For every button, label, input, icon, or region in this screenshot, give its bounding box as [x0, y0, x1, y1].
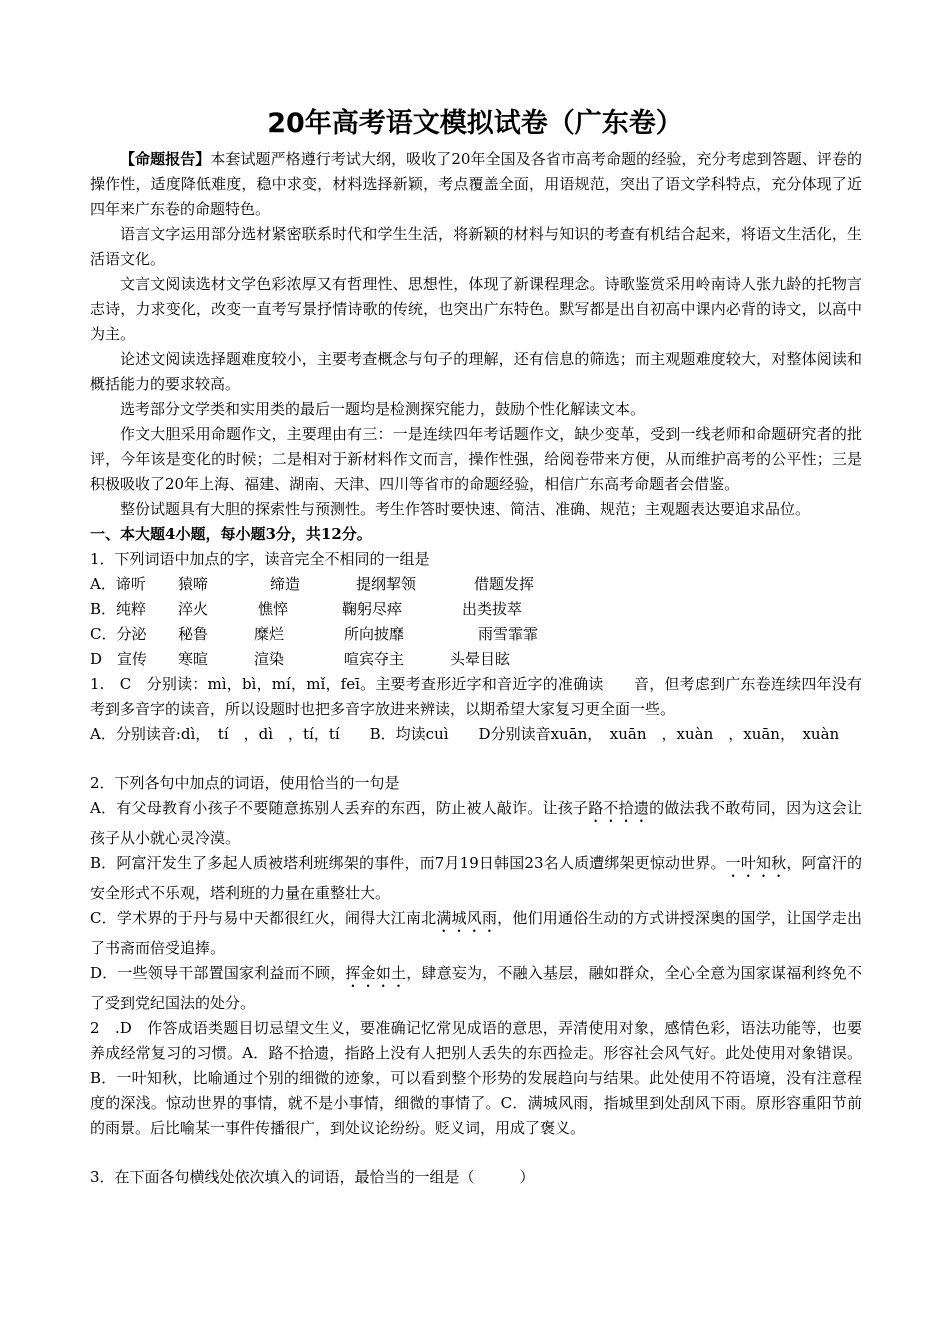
- question-1-stem: 1．下列词语中加点的字，读音完全不相同的一组是: [90, 550, 430, 568]
- question-3-stem: 3．在下面各句横线处依次填入的词语，最恰当的一组是（ ）: [90, 1168, 535, 1186]
- option-d-word-4: 喧宾夺主: [344, 650, 405, 668]
- report-paragraph-2: 语言文字运用部分选材紧密联系时代和学生生活，将新颖的材料与知识的考查有机结合起来，将语文生活化，生活语文化。: [90, 225, 862, 268]
- option-d-word-5: 头晕目眩: [450, 650, 511, 668]
- option-c-text-end: ，他们用通俗生动的方式讲授深奥的国学，让国学走出了书斋而倍受追捧。: [90, 909, 862, 957]
- question-2-option-c: [90, 906, 862, 961]
- report-text-1: 本套试题严格遵行考试大纲，吸收了20年全国及各省市高考命题的经验，充分考虑到答题、评卷的操作性，适度降低难度，稳中求变，材料选择新颖，考点覆盖全面，用语规范，突出了语文学科特点，充分体现了近四年来广东卷的命题特色。: [90, 150, 862, 218]
- option-b-text-end: ，阿富汗的安全形式不乐观，塔利班的力量在重整壮大。: [90, 854, 862, 902]
- question-2-stem: 2．下列各句中加点的词语，使用恰当的一句是: [90, 774, 400, 792]
- option-c: [90, 622, 862, 647]
- option-b-text: B．阿富汗发生了多起人质被塔利班绑架的事件，而7月19日韩国23名人质遭绑架更惊动世界。: [90, 854, 726, 872]
- option-b-word-5: 出类拔萃: [462, 600, 523, 618]
- page-title: 20年高考语文模拟试卷（广东卷）: [267, 108, 683, 139]
- option-c-idiom: 满城风雨: [436, 909, 498, 927]
- report-paragraph: [90, 147, 862, 222]
- document-body: [90, 147, 862, 1190]
- option-c-text: C．学术界的于丹与易中天都很红火，闹得大江南北: [90, 909, 437, 927]
- option-a: [90, 572, 862, 597]
- option-d-word-1: D 宣传: [90, 650, 148, 668]
- option-a-word-1: A．谛听: [90, 575, 146, 593]
- question-1-answer: 1. C 分别读：mì，bì，mí，mǐ，feī。主要考查形近字和音近字的准确读 音，但考虑到广东卷连续四年没有考到多音字的读音，所以设题时也把多音字放进来辨读，以期希望大家复习更全面一些。: [90, 675, 862, 718]
- spacer-2: [90, 1141, 862, 1165]
- option-b-word-2: 淬火: [178, 600, 209, 618]
- report-label: 【命题报告】: [120, 150, 211, 168]
- option-d-word-3: 渲染: [254, 650, 285, 668]
- option-b-word-4: 鞠躬尽瘁: [342, 600, 403, 618]
- question-2-option-b: [90, 851, 862, 906]
- option-a-word-4: 提纲挈领: [356, 575, 417, 593]
- report-paragraph-6: 作文大胆采用命题作文，主要理由有三：一是连续四年考话题作文，缺少变革，受到一线老师和命题研究者的批评，今年该是变化的时候；二是相对于新材料作文而言，操作性强，给阅卷带来方便，从而维护高考的公平性；三是积极吸收了20年上海、福建、湖南、天津、四川等省市的命题经验，相信广东高考命题者会借鉴。: [90, 425, 862, 493]
- question-2-answer: 2 .D 作答成语类题目切忌望文生义，要准确记忆常见成语的意思，弄清使用对象，感情色彩，语法功能等，也要养成经常复习的习惯。A．路不拾遗，指路上没有人把别人丢失的东西捡走。形容社会风气好。此处使用对象错误。B．一叶知秋，比喻通过个别的细微的迹象，可以看到整个形势的发展趋向与结果。此处使用不符语境，没有注意程度的深浅。惊动世界的事情，就不是小事情，细微的事情了。C．满城风雨，指城里到处刮风下雨。原形容重阳节前的雨景。后比喻某一事件传播很广，到处议论纷纷。贬义词，用成了褒义。: [90, 1019, 862, 1137]
- option-b: [90, 597, 862, 622]
- option-c-word-5: 雨雪霏霏: [478, 625, 539, 643]
- report-paragraph-3: 文言文阅读选材文学色彩浓厚又有哲理性、思想性，体现了新课程理念。诗歌鉴赏采用岭南诗人张九龄的托物言志诗，力求变化，改变一直考写景抒情诗歌的传统，也突出广东特色。默写都是出自初高中课内必背的诗文，以高中为主。: [90, 275, 862, 343]
- option-a-idiom: 路不拾遗: [588, 799, 650, 817]
- option-b-word-3: 憔悴: [258, 600, 289, 618]
- option-d-text-end: ，肆意妄为，不融入基层，融如群众，全心全意为国家谋福利终免不了受到党纪国法的处分。: [90, 964, 862, 1012]
- question-2-option-d: [90, 961, 862, 1016]
- question-2-option-a: [90, 796, 862, 851]
- question-1-options: [90, 572, 862, 672]
- option-c-word-3: 糜烂: [254, 625, 285, 643]
- report-paragraph-5: 选考部分文学类和实用类的最后一题均是检测探究能力，鼓励个性化解读文本。: [120, 400, 646, 418]
- option-a-word-5: 借题发挥: [474, 575, 535, 593]
- option-d-idiom: 挥金如土: [345, 964, 407, 982]
- option-b-word-1: B．纯粹: [90, 600, 147, 618]
- report-paragraph-7: 整份试题具有大胆的探索性与预测性。考生作答时要快速、简洁、准确、规范；主观题表达要追求品位。: [120, 500, 811, 518]
- option-c-word-2: 秘鲁: [178, 625, 209, 643]
- option-a-text-end: 的做法我不敢苟同，因为这会让孩子从小就心灵冷漠。: [90, 799, 862, 847]
- option-a-word-2: 猿啼: [178, 575, 209, 593]
- option-c-word-4: 所向披靡: [344, 625, 405, 643]
- option-d-text: D．一些领导干部置国家利益而不顾，: [90, 964, 346, 982]
- option-a-word-3: 缔造: [270, 575, 301, 593]
- option-d: [90, 647, 862, 672]
- report-paragraph-4: 论述文阅读选择题难度较小，主要考查概念与句子的理解，还有信息的筛选；而主观题难度较大，对整体阅读和概括能力的要求较高。: [90, 350, 862, 393]
- section-heading: 一、本大题4小题，每小题3分，共12分。: [90, 525, 372, 543]
- option-c-word-1: C．分泌: [90, 625, 147, 643]
- option-b-idiom: 一叶知秋: [725, 854, 787, 872]
- option-a-text: A．有父母教育小孩子不要随意拣别人丢弃的东西，防止被人敲诈。让孩子: [90, 799, 589, 817]
- spacer: [90, 747, 862, 771]
- option-d-word-2: 寒暄: [178, 650, 209, 668]
- question-1-detail: A．分别读音:dì， tí ，dì ，tí，tí B．均读cuì D分别读音xuān， xuān ，xuàn ，xuān， xuàn: [90, 725, 840, 743]
